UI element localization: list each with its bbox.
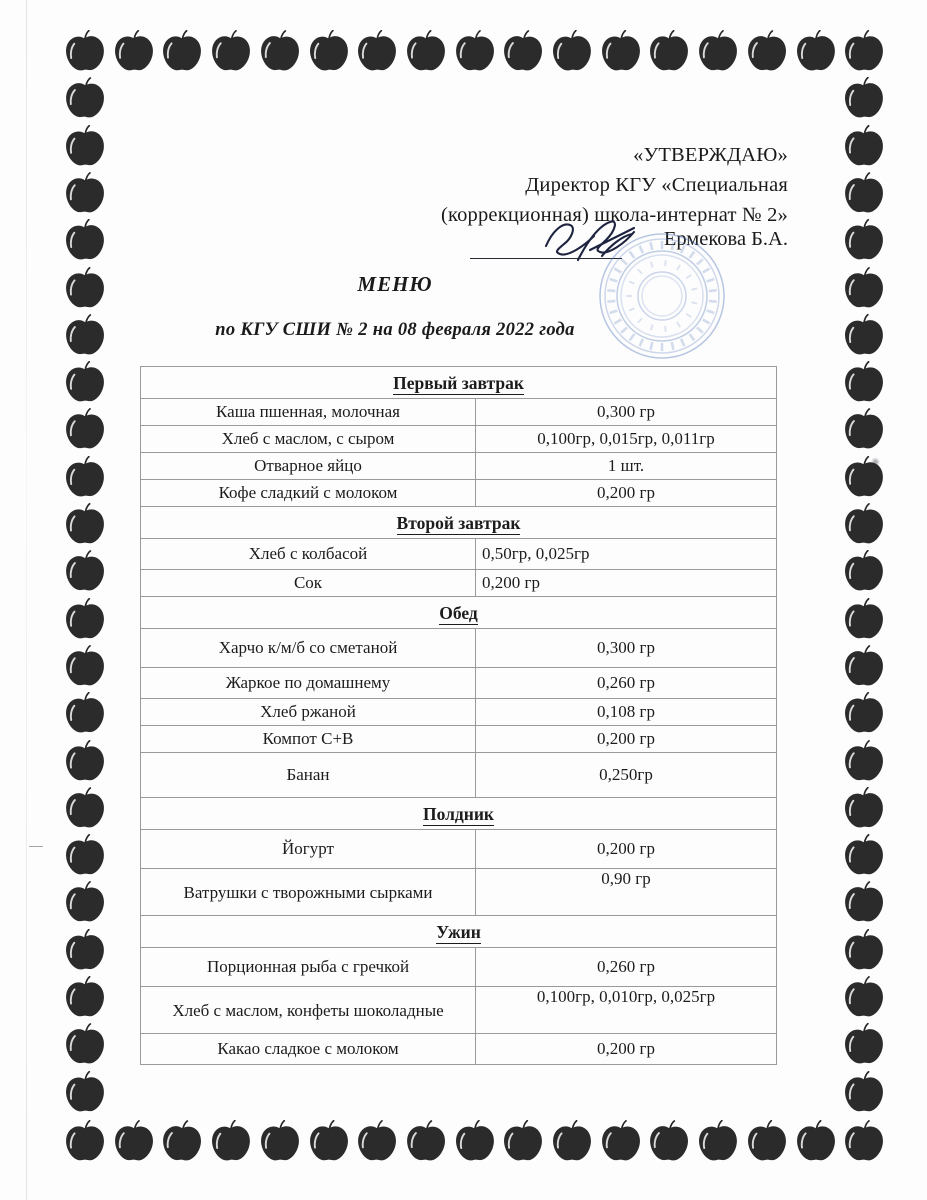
apple-icon (62, 1071, 108, 1115)
apple-icon (257, 30, 303, 74)
apple-icon (208, 30, 254, 74)
section-heading-cell (141, 367, 777, 399)
dish-name: Банан (141, 753, 476, 798)
dish-quantity: 0,250гр (476, 753, 777, 798)
apple-icon (598, 1120, 644, 1164)
apple-icon (62, 125, 108, 169)
apple-icon (841, 881, 887, 925)
dish-name: Харчо к/м/б со сметаной (141, 629, 476, 668)
apple-icon (793, 30, 839, 74)
apple-icon (841, 219, 887, 263)
section-heading-cell (141, 507, 777, 539)
apple-icon (549, 1120, 595, 1164)
section-header-row (141, 597, 777, 629)
apple-icon (306, 30, 352, 74)
apple-icon (841, 645, 887, 689)
dish-quantity: 0,200 гр (476, 570, 777, 597)
apple-icon (452, 30, 498, 74)
apple-icon (793, 1120, 839, 1164)
apple-icon (159, 1120, 205, 1164)
apple-icon (598, 30, 644, 74)
apple-icon (841, 550, 887, 594)
apple-icon (695, 30, 741, 74)
table-row (141, 753, 777, 798)
table-row (141, 453, 777, 480)
apple-icon (62, 645, 108, 689)
apple-icon (208, 1120, 254, 1164)
apple-icon (111, 1120, 157, 1164)
dish-name: Жаркое по домашнему (141, 668, 476, 699)
table-row (141, 399, 777, 426)
apple-icon (306, 1120, 352, 1164)
scan-tick-artifact (29, 846, 43, 847)
table-row (141, 869, 777, 916)
apple-icon (841, 408, 887, 452)
section-header-row (141, 798, 777, 830)
table-row (141, 480, 777, 507)
apple-icon (62, 881, 108, 925)
apple-icon (744, 1120, 790, 1164)
apple-icon (841, 1071, 887, 1115)
section-heading-cell (141, 798, 777, 830)
apple-icon (500, 30, 546, 74)
apple-icon (646, 30, 692, 74)
table-row (141, 987, 777, 1034)
apple-icon (500, 1120, 546, 1164)
apple-icon (62, 740, 108, 784)
apple-icon (159, 30, 205, 74)
section-header-row (141, 507, 777, 539)
page-title: МЕНЮ (357, 272, 433, 296)
dish-name: Хлеб с колбасой (141, 539, 476, 570)
apple-icon (62, 550, 108, 594)
dish-name: Какао сладкое с молоком (141, 1034, 476, 1065)
table-row (141, 1034, 777, 1065)
apple-icon (62, 456, 108, 500)
dish-name: Каша пшенная, молочная (141, 399, 476, 426)
table-row (141, 629, 777, 668)
dish-name: Отварное яйцо (141, 453, 476, 480)
section-heading-label: Ужин (436, 922, 481, 942)
scan-edge-artifact (26, 0, 27, 1200)
dish-quantity: 0,50гр, 0,025гр (476, 539, 777, 570)
apple-icon (841, 929, 887, 973)
dish-quantity: 0,200 гр (476, 1034, 777, 1065)
apple-icon (62, 1023, 108, 1067)
apple-icon (841, 30, 887, 74)
apple-icon (841, 834, 887, 878)
apple-icon (841, 598, 887, 642)
signatory-name: Ермекова Б.А. (663, 228, 788, 250)
dish-name: Кофе сладкий с молоком (141, 480, 476, 507)
apple-icon (646, 1120, 692, 1164)
section-header-row (141, 916, 777, 948)
dish-quantity: 0,300 гр (476, 629, 777, 668)
apple-icon (62, 929, 108, 973)
apple-icon (841, 1023, 887, 1067)
table-row (141, 426, 777, 453)
approval-line-3: (коррекционная) школа-интернат № 2» (440, 204, 788, 226)
apple-icon (549, 30, 595, 74)
table-row (141, 699, 777, 726)
section-heading-cell (141, 916, 777, 948)
section-heading-label: Первый завтрак (393, 373, 524, 393)
apple-icon (62, 30, 108, 74)
apple-icon (62, 834, 108, 878)
table-row (141, 539, 777, 570)
apple-icon (841, 740, 887, 784)
dish-quantity: 0,100гр, 0,010гр, 0,025гр (476, 987, 777, 1034)
approval-line-1: «УТВЕРЖДАЮ» (633, 144, 788, 166)
apple-icon (257, 1120, 303, 1164)
apple-icon (62, 77, 108, 121)
handwritten-signature-icon (538, 216, 658, 264)
dish-name: Хлеб ржаной (141, 699, 476, 726)
apple-icon (62, 408, 108, 452)
dish-quantity: 0,300 гр (476, 399, 777, 426)
apple-icon (841, 503, 887, 547)
table-row (141, 948, 777, 987)
table-row (141, 830, 777, 869)
apple-icon (62, 219, 108, 263)
scan-smudge-artifact (870, 456, 882, 468)
apple-icon (841, 77, 887, 121)
dish-quantity: 0,200 гр (476, 726, 777, 753)
apple-icon (841, 172, 887, 216)
apple-icon (62, 787, 108, 831)
page-subtitle: по КГУ СШИ № 2 на 08 февраля 2022 года (215, 320, 575, 340)
dish-quantity: 0,90 гр (476, 869, 777, 916)
apple-icon (841, 1120, 887, 1164)
dish-quantity: 0,260 гр (476, 948, 777, 987)
menu-table (140, 366, 777, 1065)
dish-name: Хлеб с маслом, конфеты шоколадные (141, 987, 476, 1034)
dish-name: Порционная рыба с гречкой (141, 948, 476, 987)
dish-name: Сок (141, 570, 476, 597)
apple-icon (62, 172, 108, 216)
table-row (141, 570, 777, 597)
dish-name: Компот С+В (141, 726, 476, 753)
apple-icon (841, 787, 887, 831)
apple-icon (111, 30, 157, 74)
apple-icon (62, 692, 108, 736)
dish-quantity: 0,200 гр (476, 830, 777, 869)
table-row (141, 726, 777, 753)
dish-quantity: 0,260 гр (476, 668, 777, 699)
apple-icon (452, 1120, 498, 1164)
apple-icon (354, 30, 400, 74)
apple-icon (841, 692, 887, 736)
dish-quantity: 1 шт. (476, 453, 777, 480)
apple-icon (841, 267, 887, 311)
apple-icon (841, 125, 887, 169)
apple-icon (354, 1120, 400, 1164)
apple-icon (403, 30, 449, 74)
apple-icon (62, 1120, 108, 1164)
apple-icon (403, 1120, 449, 1164)
dish-name: Ватрушки с творожными сырками (141, 869, 476, 916)
dish-quantity: 0,200 гр (476, 480, 777, 507)
apple-icon (841, 976, 887, 1020)
apple-icon (62, 503, 108, 547)
section-heading-label: Полдник (422, 804, 495, 824)
table-row (141, 668, 777, 699)
section-header-row (141, 367, 777, 399)
apple-icon (744, 30, 790, 74)
apple-icon (841, 314, 887, 358)
apple-icon (695, 1120, 741, 1164)
dish-name: Йогурт (141, 830, 476, 869)
apple-icon (62, 598, 108, 642)
approval-line-2: Директор КГУ «Специальная (525, 174, 788, 196)
section-heading-label: Обед (439, 603, 478, 623)
apple-icon (62, 976, 108, 1020)
dish-quantity: 0,108 гр (476, 699, 777, 726)
section-heading-label: Второй завтрак (396, 513, 521, 533)
apple-icon (62, 361, 108, 405)
section-heading-cell (141, 597, 777, 629)
apple-icon (841, 361, 887, 405)
signature-row (470, 222, 788, 264)
dish-quantity: 0,100гр, 0,015гр, 0,011гр (476, 426, 777, 453)
dish-name: Хлеб с маслом, с сыром (141, 426, 476, 453)
